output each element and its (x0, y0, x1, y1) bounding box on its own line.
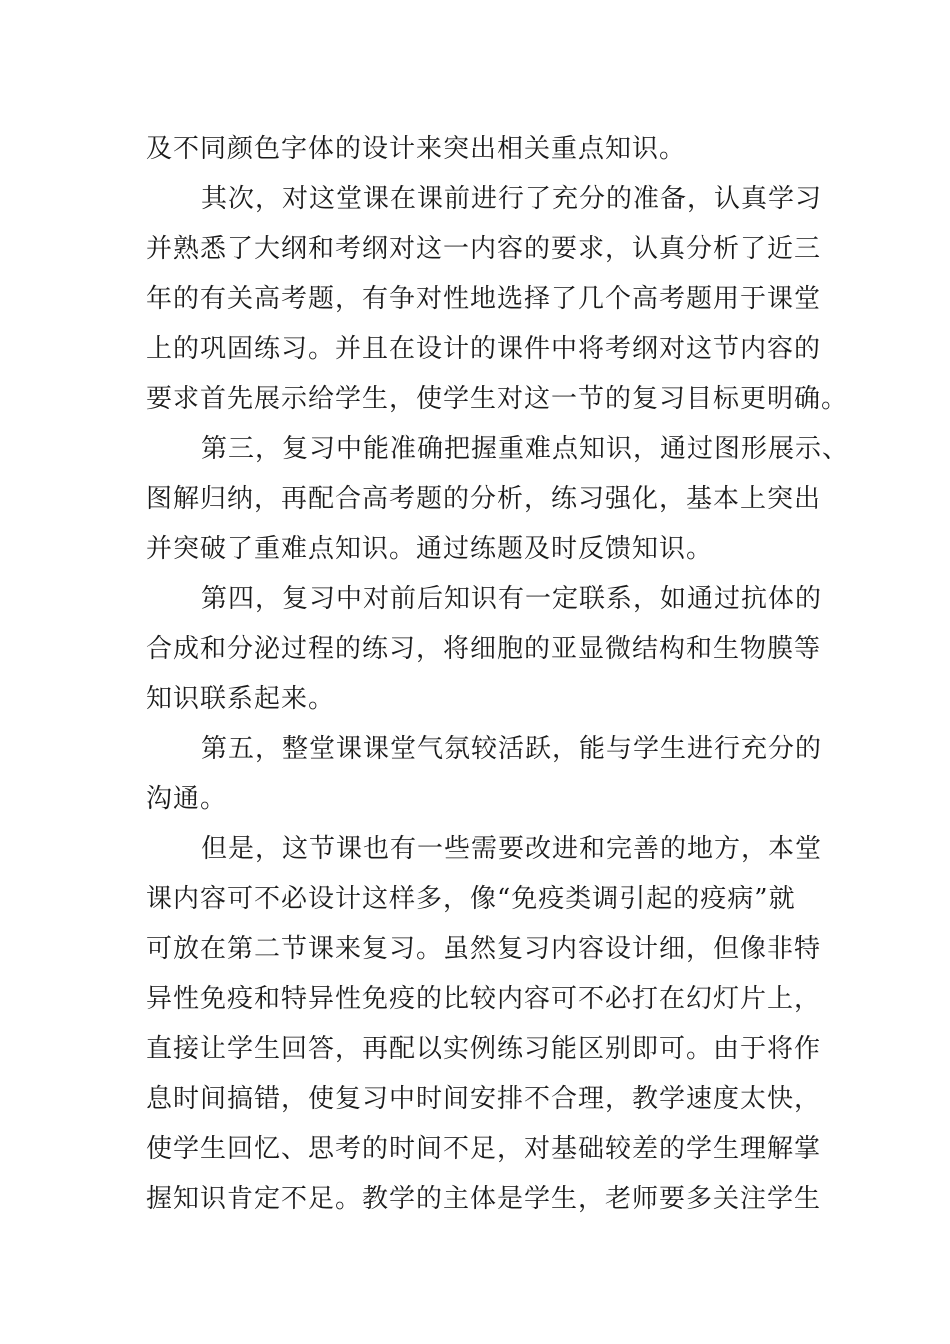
text-line: 要求首先展示给学生，使学生对这一节的复习目标更明确。 (146, 384, 849, 414)
paragraph-start-line: 第三，复习中能准确把握重难点知识，通过图形展示、 (201, 434, 850, 464)
text-line: 上的巩固练习。并且在设计的课件中将考纲对这节内容的 (146, 334, 822, 364)
text-line: 握知识肯定不足。教学的主体是学生，老师要多关注学生 (146, 1184, 822, 1214)
text-line: 异性免疫和特异性免疫的比较内容可不必打在幻灯片上， (146, 984, 822, 1014)
text-line: 直接让学生回答，再配以实例练习能区别即可。由于将作 (146, 1034, 822, 1064)
text-line: 课内容可不必设计这样多，像“免疫类调引起的疫病”就 (146, 884, 796, 914)
text-line: 并熟悉了大纲和考纲对这一内容的要求，认真分析了近三 (146, 234, 822, 264)
text-line: 并突破了重难点知识。通过练题及时反馈知识。 (146, 534, 714, 564)
paragraph-start-line: 第四，复习中对前后知识有一定联系，如通过抗体的 (201, 584, 823, 614)
paragraph-start-line: 第五，整堂课课堂气氛较活跃，能与学生进行充分的 (201, 734, 823, 764)
text-line: 息时间搞错，使复习中时间安排不合理，教学速度太快， (146, 1084, 822, 1114)
text-line: 沟通。 (146, 784, 228, 814)
text-line: 知识联系起来。 (146, 684, 336, 714)
text-line: 合成和分泌过程的练习，将细胞的亚显微结构和生物膜等 (146, 634, 822, 664)
text-line: 年的有关高考题，有争对性地选择了几个高考题用于课堂 (146, 284, 822, 314)
paragraph-start-line: 其次，对这堂课在课前进行了充分的准备，认真学习 (201, 184, 823, 214)
text-line: 及不同颜色字体的设计来突出相关重点知识。 (146, 134, 687, 164)
text-line: 图解归纳，再配合高考题的分析，练习强化，基本上突出 (146, 484, 822, 514)
text-line: 可放在第二节课来复习。虽然复习内容设计细，但像非特 (146, 934, 822, 964)
paragraph-start-line: 但是，这节课也有一些需要改进和完善的地方，本堂 (201, 834, 823, 864)
text-line: 使学生回忆、思考的时间不足，对基础较差的学生理解掌 (146, 1134, 822, 1164)
body-text (146, 124, 850, 1224)
